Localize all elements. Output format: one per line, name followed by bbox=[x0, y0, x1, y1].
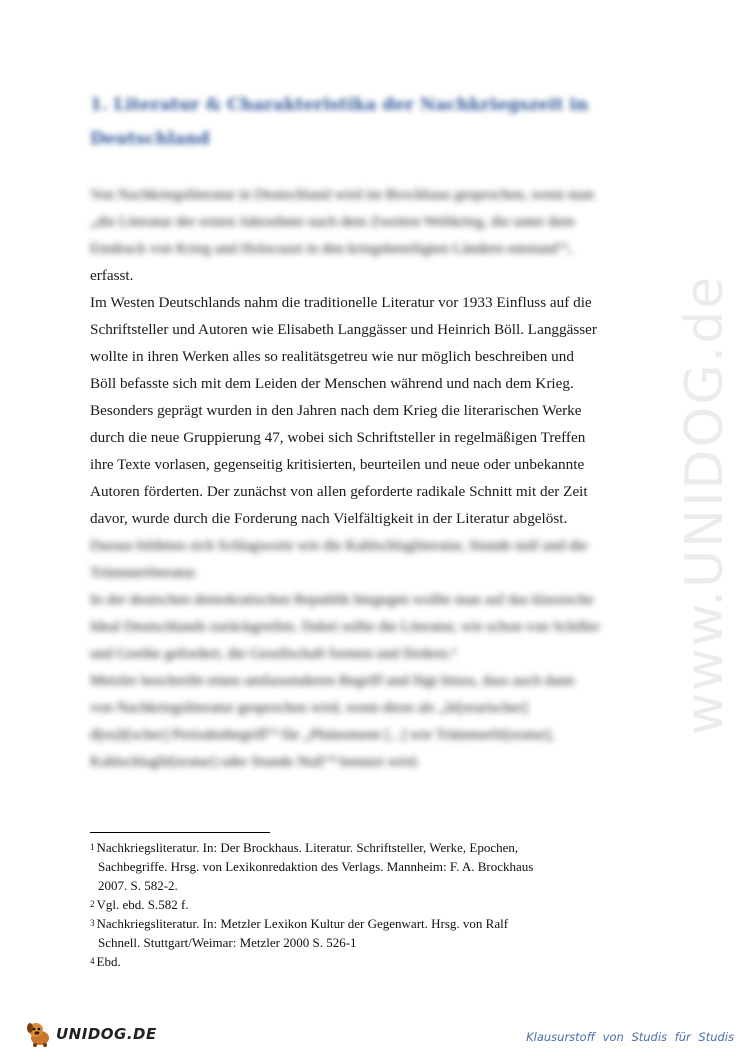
footnotes bbox=[90, 838, 610, 971]
footnote-line: Vgl. ebd. S.582 f. bbox=[96, 897, 189, 912]
footnote-line: Nachkriegsliteratur. In: Metzler Lexikon Kultur der Gegenwart. Hrsg. von Ralf bbox=[96, 916, 509, 931]
text-line: erfasst. bbox=[90, 267, 134, 284]
blurred-line: Kahlschlaglit[eratur] oder Stunde Null"⁴ benutzt wird. bbox=[90, 753, 420, 770]
footnote-line: Schnell. Stuttgart/Weimar: Metzler 2000 S. 526-1 bbox=[98, 935, 357, 950]
blurred-line: Metzler beschreibt einen umfassenderen Begriff und fügt hinzu, dass auch dann bbox=[90, 672, 575, 689]
footnote-1 bbox=[90, 838, 610, 895]
text-line: durch die neue Gruppierung 47, wobei sich Schriftsteller in regelmäßigen Treffen bbox=[90, 429, 586, 446]
footnote-2 bbox=[90, 895, 610, 914]
blurred-line: Ideal Deutschlands zurückgreifen. Dabei sollte die Literatur, wie schon von Schiller bbox=[90, 618, 600, 635]
footnote-line: 2007. S. 582-2. bbox=[98, 878, 178, 893]
footnote-line: Nachkriegsliteratur. In: Der Brockhaus. Literatur. Schriftsteller, Werke, Epochen, bbox=[96, 840, 519, 855]
blurred-line: Daraus bildeten sich Schlagworte wie die Kahlschlagliteratur, Stunde null und die bbox=[90, 537, 588, 554]
dog-icon bbox=[24, 1019, 54, 1049]
blurred-line: In der deutschen demokratischen Republik hingegen wollte man auf das klassische bbox=[90, 591, 594, 608]
blurred-line: Von Nachkriegsliteratur in Deutschland wird im Brockhaus gesprochen, wenn man bbox=[90, 186, 595, 203]
text-line: Böll befasste sich mit dem Leiden der Menschen während und nach dem Krieg. bbox=[90, 375, 574, 392]
unidog-logo bbox=[24, 1016, 159, 1052]
footer-tagline: Klausurstoff von Studis für Studis bbox=[526, 1030, 734, 1044]
footnote-3 bbox=[90, 914, 610, 952]
watermark-text: www.UNIDOG.de bbox=[675, 274, 735, 736]
logo-text: UNIDOG.DE bbox=[56, 1025, 157, 1043]
blurred-line: von Nachkriegsliteratur gesprochen wird, wenn diese als „lit[erarischer] bbox=[90, 699, 528, 716]
text-line: davor, wurde durch die Forderung nach Vielfältigkeit in der Literatur abgelöst. bbox=[90, 510, 568, 527]
text-line: Besonders geprägt wurden in den Jahren nach dem Krieg die literarischen Werke bbox=[90, 402, 582, 419]
body-text bbox=[90, 181, 640, 775]
section-heading: 1. Literatur & Charakteristika der Nachkriegszeit in Deutschland bbox=[90, 95, 589, 149]
footnote-number: 1 bbox=[90, 842, 95, 852]
footnote-4 bbox=[90, 952, 610, 971]
text-line: Schriftsteller und Autoren wie Elisabeth Langgässer und Heinrich Böll. Langgässer bbox=[90, 321, 597, 338]
footnote-line: Sachbegriffe. Hrsg. von Lexikonredaktion des Verlags. Mannheim: F. A. Brockhaus bbox=[98, 859, 534, 874]
text-line: ihre Texte vorlasen, gegenseitig kritisierten, beurteilen und neue oder unbekannte bbox=[90, 456, 585, 473]
footnote-line: Ebd. bbox=[96, 954, 121, 969]
footnote-number: 3 bbox=[90, 918, 95, 928]
footnote-number: 2 bbox=[90, 899, 95, 909]
text-line: Im Westen Deutschlands nahm die traditionelle Literatur vor 1933 Einfluss auf die bbox=[90, 294, 592, 311]
blurred-line: und Goethe gefordert, die Gesellschaft formen und fördern.² bbox=[90, 645, 456, 662]
watermark bbox=[640, 275, 750, 735]
text-line: Autoren förderten. Der zunächst von allen geforderte radikale Schnitt mit der Zeit bbox=[90, 483, 588, 500]
blurred-line: Trümmerliteratur. bbox=[90, 564, 198, 581]
blurred-line: d[eu]t[scher] Periodenbegriff"³ für „Phänomene [...] wie Trümmerlit[eratur], bbox=[90, 726, 555, 743]
footnote-number: 4 bbox=[90, 956, 95, 966]
footnote-separator bbox=[90, 832, 270, 833]
blurred-line: „die Literatur der ersten Jahrzehnte nach dem Zweiten Weltkrieg, die unter dem bbox=[90, 213, 575, 230]
text-line: wollte in ihren Werken alles so realitätsgetreu wie nur möglich beschreiben und bbox=[90, 348, 574, 365]
blurred-line: Eindruck von Krieg und Holocaust in den kriegsbeteiligten Ländern entstand"¹, bbox=[90, 240, 573, 257]
